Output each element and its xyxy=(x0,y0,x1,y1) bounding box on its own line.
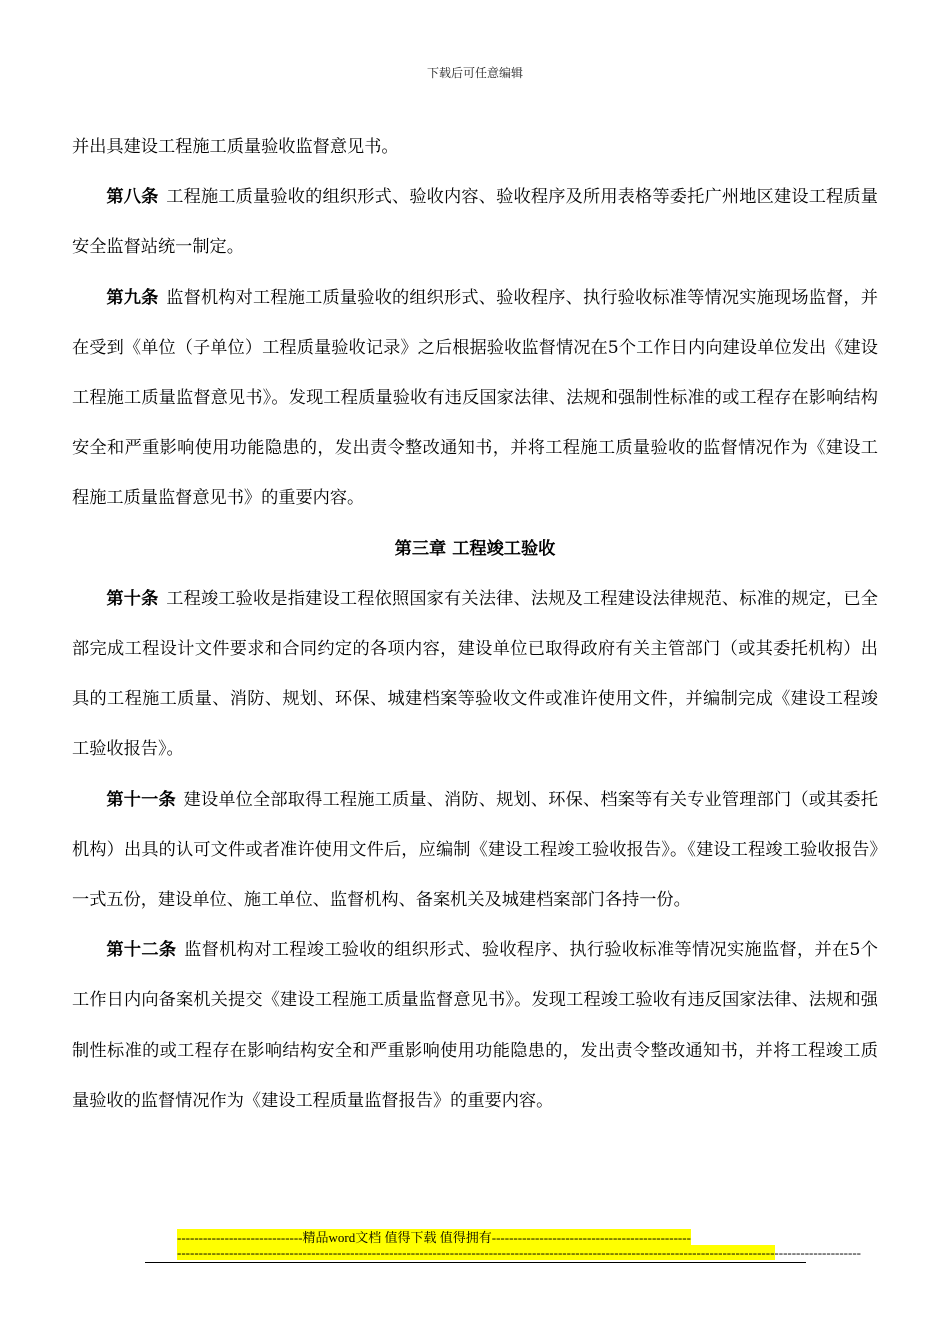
article-9 xyxy=(72,273,878,524)
paragraph-continuation xyxy=(72,122,878,172)
article-text: 工程竣工验收是指建设工程依照国家有关法律、法规及工程建设法律规范、标准的规定，已全部完成工程设计文件要求和合同约定的各项内容，建设单位已取得政府有关主管部门（或其委托机构）出具的工程施工质量、消防、规划、环保、城建档案等验收文件或准许使用文件，并编制完成《建设工程竣工验收报告》。 xyxy=(72,588,878,760)
article-number: 第十一条 xyxy=(106,789,176,810)
article-number: 第八条 xyxy=(106,187,159,208)
article-number: 第十条 xyxy=(106,588,159,609)
paragraph-text: 并出具建设工程施工质量验收监督意见书。 xyxy=(72,137,399,157)
article-text: 工程施工质量验收的组织形式、验收内容、验收程序及所用表格等委托广州地区建设工程质量安全监督站统一制定。 xyxy=(72,187,878,258)
article-8 xyxy=(72,172,878,272)
article-11 xyxy=(72,775,878,926)
article-text: 建设单位全部取得工程施工质量、消防、规划、环保、档案等有关专业管理部门（或其委托机构）出具的认可文件或者准许使用文件后，应编制《建设工程竣工验收报告》。《建设工程竣工验收报告》一式五份，建设单位、施工单位、监督机构、备案机关及城建档案部门各持一份。 xyxy=(72,789,878,911)
article-number: 第十二条 xyxy=(106,940,177,961)
article-text: 监督机构对工程施工质量验收的组织形式、验收程序、执行验收标准等情况实施现场监督，并在受到《单位（子单位）工程质量验收记录》之后根据验收监督情况在5个工作日内向建设单位发出《建设工程施工质量监督意见书》。发现工程质量验收有违反国家法律、法规和强制性标准的或工程存在影响结构安全和严重影响使用功能隐患的，发出责令整改通知书，并将工程施工质量验收的监督情况作为《建设工程施工质量监督意见书》的重要内容。 xyxy=(72,287,878,509)
article-12 xyxy=(72,925,878,1126)
footer-rule xyxy=(145,1262,806,1263)
chapter-heading: 第三章 工程竣工验收 xyxy=(394,538,556,559)
footer-banner: -----------------------------精品word文档 值得下载 值得拥有---------------------------------------------- xyxy=(177,1230,691,1245)
footer-dashes: -------------------------------------------------------------------------------------------------------------------------------------------------------------- xyxy=(177,1245,861,1260)
article-10 xyxy=(72,574,878,775)
document-body xyxy=(72,122,878,1126)
article-number: 第九条 xyxy=(106,287,159,308)
page-header: 下载后可任意编辑 xyxy=(426,66,523,80)
article-text: 监督机构对工程竣工验收的组织形式、验收程序、执行验收标准等情况实施监督，并在5个工作日内向备案机关提交《建设工程施工质量监督意见书》。发现工程竣工验收有违反国家法律、法规和强制性标准的或工程存在影响结构安全和严重影响使用功能隐患的，发出责令整改通知书，并将工程竣工质量验收的监督情况作为《建设工程质量监督报告》的重要内容。 xyxy=(72,940,878,1111)
